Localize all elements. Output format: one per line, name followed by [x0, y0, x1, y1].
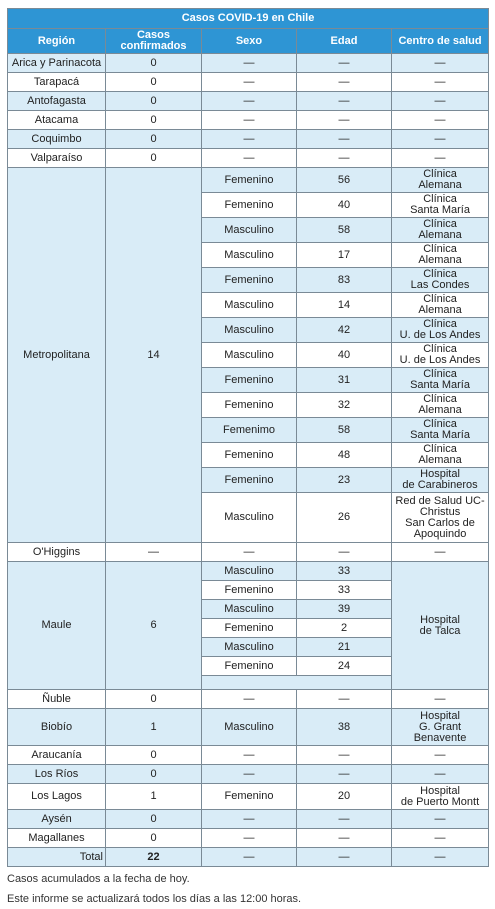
footnote-accumulated: Casos acumulados a la fecha de hoy.	[7, 873, 190, 885]
sex-value: —	[202, 92, 297, 111]
sex-value: Masculino	[202, 638, 297, 657]
age-value: 39	[297, 600, 392, 619]
confirmed-count: 1	[106, 784, 202, 810]
age-value: —	[297, 543, 392, 562]
confirmed-count: 0	[106, 746, 202, 765]
region-name: Ñuble	[8, 690, 106, 709]
confirmed-count: 0	[106, 130, 202, 149]
sex-value: —	[202, 73, 297, 92]
age-value: 40	[297, 343, 392, 368]
health-center: Clínica U. de Los Andes	[392, 343, 489, 368]
region-name: Arica y Parinacota	[8, 54, 106, 73]
sex-value: —	[202, 746, 297, 765]
table-row	[8, 746, 489, 765]
table-row	[8, 562, 489, 581]
confirmed-count: 0	[106, 765, 202, 784]
health-center: —	[392, 829, 489, 848]
age-value: —	[297, 92, 392, 111]
table-row	[8, 829, 489, 848]
region-name: Biobío	[8, 709, 106, 746]
sex-value: —	[202, 54, 297, 73]
health-center: —	[392, 73, 489, 92]
table-row	[8, 765, 489, 784]
health-center: Clínica Santa María	[392, 418, 489, 443]
health-center: Clínica Alemana	[392, 168, 489, 193]
sex-value: Femenino	[202, 443, 297, 468]
confirmed-count: 0	[106, 690, 202, 709]
region-name: Valparaíso	[8, 149, 106, 168]
sex-value: —	[202, 690, 297, 709]
region-name: Tarapacá	[8, 73, 106, 92]
region-name: Los Ríos	[8, 765, 106, 784]
confirmed-count: 0	[106, 92, 202, 111]
header-region: Región	[8, 29, 106, 54]
table-row	[8, 130, 489, 149]
age-value: —	[297, 810, 392, 829]
age-value: 24	[297, 657, 392, 676]
health-center: Clínica Alemana	[392, 393, 489, 418]
total-count: 22	[106, 848, 202, 867]
health-center: Clínica Alemana	[392, 443, 489, 468]
health-center: Clínica U. de Los Andes	[392, 318, 489, 343]
health-center: Hospital de Talca	[392, 562, 489, 690]
covid-report	[7, 8, 488, 909]
confirmed-count: 0	[106, 73, 202, 92]
region-name: Magallanes	[8, 829, 106, 848]
table-row	[8, 92, 489, 111]
covid-cases-table	[7, 8, 489, 867]
sex-value: Masculino	[202, 493, 297, 543]
age-value: 26	[297, 493, 392, 543]
health-center: Hospital G. Grant Benavente	[392, 709, 489, 746]
health-center: —	[392, 765, 489, 784]
footnote-update-schedule: Este informe se actualizará todos los días a las 12:00 horas.	[7, 893, 302, 905]
sex-value: Femenimo	[202, 418, 297, 443]
table-row	[8, 690, 489, 709]
health-center: —	[392, 130, 489, 149]
table-row	[8, 168, 489, 193]
health-center: —	[392, 543, 489, 562]
age-value: —	[297, 54, 392, 73]
confirmed-count: 0	[106, 810, 202, 829]
health-center: —	[392, 111, 489, 130]
age-value: 21	[297, 638, 392, 657]
table-row	[8, 848, 489, 867]
sex-value: Masculino	[202, 600, 297, 619]
age-value: 17	[297, 243, 392, 268]
age-value: 42	[297, 318, 392, 343]
sex-value: —	[202, 848, 297, 867]
health-center: Clínica Santa María	[392, 193, 489, 218]
health-center: —	[392, 810, 489, 829]
sex-value: Femenino	[202, 368, 297, 393]
age-value: —	[297, 746, 392, 765]
header-health-center: Centro de salud	[392, 29, 489, 54]
age-value: 20	[297, 784, 392, 810]
health-center: Hospital de Puerto Montt	[392, 784, 489, 810]
sex-value: Masculino	[202, 243, 297, 268]
confirmed-count: 0	[106, 54, 202, 73]
table-row	[8, 9, 489, 29]
region-name: Aysén	[8, 810, 106, 829]
table-row	[8, 784, 489, 810]
sex-value: —	[202, 543, 297, 562]
age-value: 33	[297, 562, 392, 581]
sex-value: Masculino	[202, 293, 297, 318]
age-value: 38	[297, 709, 392, 746]
header-age: Edad	[297, 29, 392, 54]
health-center: —	[392, 54, 489, 73]
health-center: —	[392, 92, 489, 111]
sex-value: Masculino	[202, 218, 297, 243]
confirmed-count: 14	[106, 168, 202, 543]
age-value: 31	[297, 368, 392, 393]
sex-value: —	[202, 829, 297, 848]
sex-value: Femenino	[202, 657, 297, 676]
sex-value: Femenino	[202, 268, 297, 293]
confirmed-count: 6	[106, 562, 202, 690]
sex-value: Femenino	[202, 168, 297, 193]
confirmed-count: 0	[106, 829, 202, 848]
age-value: —	[297, 149, 392, 168]
sex-value: —	[202, 130, 297, 149]
age-value: —	[297, 130, 392, 149]
age-value: 33	[297, 581, 392, 600]
table-row	[8, 543, 489, 562]
sex-value: Femenino	[202, 581, 297, 600]
age-value: 58	[297, 218, 392, 243]
sex-value: —	[202, 111, 297, 130]
age-value: —	[297, 848, 392, 867]
age-value: 58	[297, 418, 392, 443]
sex-value: Femenino	[202, 468, 297, 493]
region-name: Araucanía	[8, 746, 106, 765]
table-row	[8, 29, 489, 54]
age-value: 14	[297, 293, 392, 318]
confirmed-count: 1	[106, 709, 202, 746]
age-value: 83	[297, 268, 392, 293]
health-center: —	[392, 746, 489, 765]
table-row	[8, 709, 489, 746]
region-name: Metropolitana	[8, 168, 106, 543]
table-row	[8, 54, 489, 73]
health-center: Clínica Alemana	[392, 218, 489, 243]
health-center: Clínica Alemana	[392, 243, 489, 268]
confirmed-count: 0	[106, 111, 202, 130]
age-value: 23	[297, 468, 392, 493]
age-value: 48	[297, 443, 392, 468]
age-value: —	[297, 765, 392, 784]
age-value: —	[297, 111, 392, 130]
health-center: —	[392, 848, 489, 867]
header-confirmed-cases: Casos confirmados	[106, 29, 202, 54]
age-value: —	[297, 73, 392, 92]
health-center: —	[392, 690, 489, 709]
region-name: Coquimbo	[8, 130, 106, 149]
table-row	[8, 73, 489, 92]
age-value: —	[297, 690, 392, 709]
table-row	[8, 149, 489, 168]
total-label: Total	[8, 848, 106, 867]
sex-value: Femenino	[202, 784, 297, 810]
sex-value: —	[202, 149, 297, 168]
table-row	[8, 810, 489, 829]
table-title: Casos COVID-19 en Chile	[8, 9, 489, 29]
age-value: 2	[297, 619, 392, 638]
health-center: —	[392, 149, 489, 168]
sex-value: Masculino	[202, 318, 297, 343]
age-value: 56	[297, 168, 392, 193]
confirmed-count: —	[106, 543, 202, 562]
sex-value: —	[202, 765, 297, 784]
sex-value: Masculino	[202, 709, 297, 746]
region-name: Los Lagos	[8, 784, 106, 810]
spacer-cell	[202, 676, 392, 690]
confirmed-count: 0	[106, 149, 202, 168]
sex-value: Femenino	[202, 619, 297, 638]
age-value: 32	[297, 393, 392, 418]
sex-value: Masculino	[202, 562, 297, 581]
health-center: Clínica Santa María	[392, 368, 489, 393]
health-center: Clínica Alemana	[392, 293, 489, 318]
age-value: —	[297, 829, 392, 848]
table-row	[8, 111, 489, 130]
sex-value: —	[202, 810, 297, 829]
sex-value: Femenino	[202, 393, 297, 418]
region-name: Antofagasta	[8, 92, 106, 111]
age-value: 40	[297, 193, 392, 218]
region-name: Atacama	[8, 111, 106, 130]
footnotes	[7, 869, 488, 909]
region-name: Maule	[8, 562, 106, 690]
sex-value: Masculino	[202, 343, 297, 368]
health-center: Red de Salud UC- Christus San Carlos de Apoquindo	[392, 493, 489, 543]
health-center: Clínica Las Condes	[392, 268, 489, 293]
header-sex: Sexo	[202, 29, 297, 54]
region-name: O'Higgins	[8, 543, 106, 562]
health-center: Hospital de Carabineros	[392, 468, 489, 493]
sex-value: Femenino	[202, 193, 297, 218]
